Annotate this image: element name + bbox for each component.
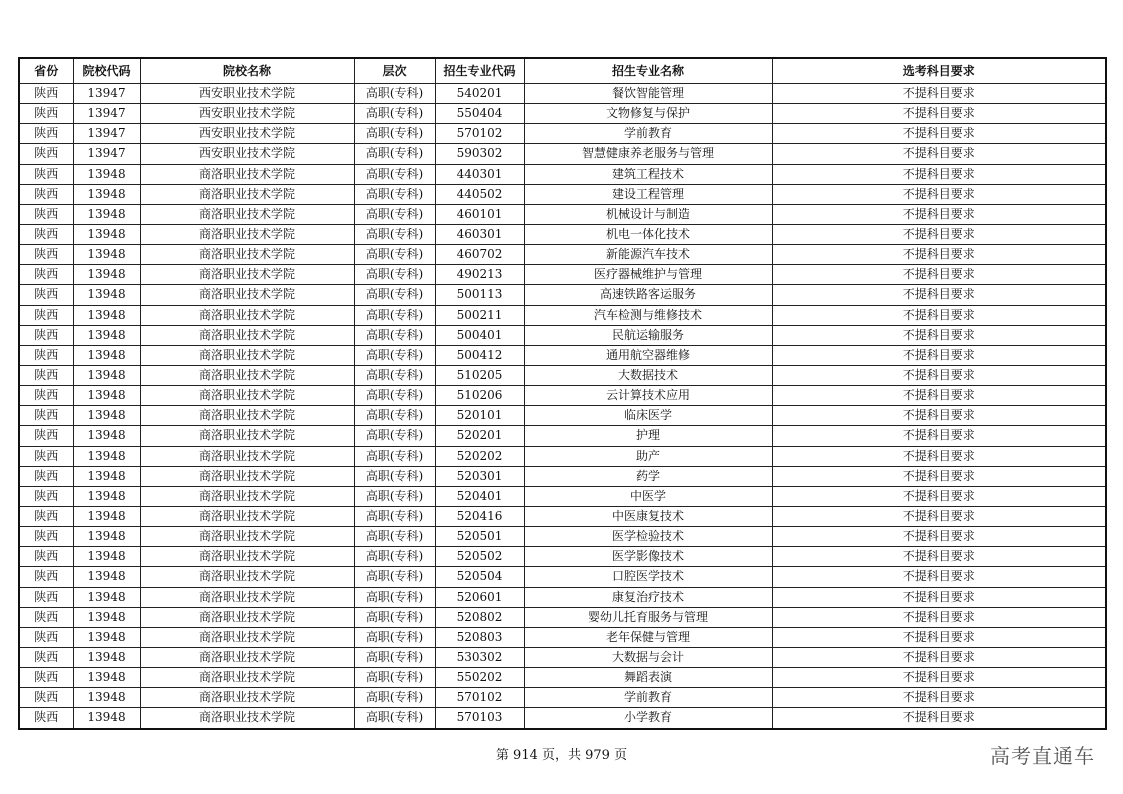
cell-school-code: 13948 [73,184,140,204]
cell-school-code: 13948 [73,506,140,526]
cell-school-name: 商洛职业技术学院 [140,647,354,667]
cell-school-code: 13948 [73,406,140,426]
cell-school-code: 13947 [73,104,140,124]
table-row [19,224,1106,244]
cell-school-name: 商洛职业技术学院 [140,386,354,406]
cell-school-code: 13948 [73,204,140,224]
table-row [19,345,1106,365]
table-row [19,265,1106,285]
cell-level: 高职(专科) [354,224,435,244]
table-row [19,144,1106,164]
cell-level: 高职(专科) [354,506,435,526]
cell-school-code: 13948 [73,607,140,627]
cell-major-name: 文物修复与保护 [524,104,772,124]
cell-province: 陕西 [19,446,73,466]
cell-school-name: 商洛职业技术学院 [140,285,354,305]
cell-subject-requirement: 不提科目要求 [772,184,1106,204]
cell-major-name: 建设工程管理 [524,184,772,204]
cell-subject-requirement: 不提科目要求 [772,627,1106,647]
cell-school-code: 13948 [73,345,140,365]
cell-school-code: 13948 [73,446,140,466]
cell-level: 高职(专科) [354,325,435,345]
header-subject-requirement: 选考科目要求 [772,58,1106,84]
cell-school-code: 13948 [73,668,140,688]
cell-major-name: 康复治疗技术 [524,587,772,607]
cell-level: 高职(专科) [354,265,435,285]
cell-school-name: 西安职业技术学院 [140,144,354,164]
cell-subject-requirement: 不提科目要求 [772,386,1106,406]
table-row [19,587,1106,607]
cell-school-name: 商洛职业技术学院 [140,224,354,244]
cell-subject-requirement: 不提科目要求 [772,305,1106,325]
cell-level: 高职(专科) [354,204,435,224]
cell-school-code: 13948 [73,265,140,285]
cell-subject-requirement: 不提科目要求 [772,506,1106,526]
cell-subject-requirement: 不提科目要求 [772,345,1106,365]
cell-major-code: 520803 [435,627,524,647]
table-body [19,84,1106,729]
watermark-logo: 高考直通车 [990,744,1095,768]
cell-major-name: 新能源汽车技术 [524,245,772,265]
table-row [19,426,1106,446]
cell-major-name: 药学 [524,466,772,486]
cell-school-code: 13948 [73,426,140,446]
cell-major-code: 570102 [435,124,524,144]
cell-province: 陕西 [19,84,73,104]
cell-subject-requirement: 不提科目要求 [772,84,1106,104]
cell-school-name: 商洛职业技术学院 [140,506,354,526]
cell-province: 陕西 [19,647,73,667]
cell-school-name: 商洛职业技术学院 [140,466,354,486]
cell-school-name: 西安职业技术学院 [140,84,354,104]
cell-province: 陕西 [19,527,73,547]
cell-school-code: 13948 [73,708,140,729]
cell-school-name: 商洛职业技术学院 [140,527,354,547]
cell-major-code: 520202 [435,446,524,466]
cell-school-code: 13947 [73,124,140,144]
cell-subject-requirement: 不提科目要求 [772,567,1106,587]
cell-province: 陕西 [19,265,73,285]
cell-school-code: 13948 [73,245,140,265]
cell-major-code: 570103 [435,708,524,729]
cell-province: 陕西 [19,607,73,627]
cell-level: 高职(专科) [354,466,435,486]
cell-school-code: 13948 [73,325,140,345]
cell-major-name: 舞蹈表演 [524,668,772,688]
cell-level: 高职(专科) [354,708,435,729]
cell-major-name: 中医康复技术 [524,506,772,526]
cell-major-name: 医学影像技术 [524,547,772,567]
cell-level: 高职(专科) [354,567,435,587]
cell-school-name: 商洛职业技术学院 [140,365,354,385]
cell-province: 陕西 [19,144,73,164]
cell-school-code: 13948 [73,627,140,647]
cell-school-name: 商洛职业技术学院 [140,567,354,587]
cell-major-name: 民航运输服务 [524,325,772,345]
cell-school-name: 商洛职业技术学院 [140,184,354,204]
cell-major-code: 540201 [435,84,524,104]
cell-level: 高职(专科) [354,527,435,547]
table-row [19,708,1106,729]
cell-major-code: 500412 [435,345,524,365]
cell-school-name: 商洛职业技术学院 [140,345,354,365]
cell-school-code: 13947 [73,144,140,164]
cell-province: 陕西 [19,627,73,647]
cell-major-code: 590302 [435,144,524,164]
cell-province: 陕西 [19,668,73,688]
table-row [19,104,1106,124]
cell-province: 陕西 [19,245,73,265]
cell-level: 高职(专科) [354,688,435,708]
cell-school-code: 13948 [73,164,140,184]
cell-level: 高职(专科) [354,647,435,667]
cell-school-name: 商洛职业技术学院 [140,627,354,647]
cell-level: 高职(专科) [354,426,435,446]
cell-major-name: 大数据技术 [524,365,772,385]
cell-major-name: 汽车检测与维修技术 [524,305,772,325]
cell-major-code: 500211 [435,305,524,325]
cell-major-name: 医疗器械维护与管理 [524,265,772,285]
cell-level: 高职(专科) [354,627,435,647]
cell-school-code: 13947 [73,84,140,104]
cell-school-name: 商洛职业技术学院 [140,164,354,184]
cell-school-code: 13948 [73,587,140,607]
cell-level: 高职(专科) [354,124,435,144]
cell-major-name: 中医学 [524,486,772,506]
cell-school-code: 13948 [73,527,140,547]
cell-subject-requirement: 不提科目要求 [772,607,1106,627]
cell-subject-requirement: 不提科目要求 [772,325,1106,345]
page-number: 第 914 页，共 979 页 [495,748,628,763]
table-row [19,245,1106,265]
cell-major-name: 学前教育 [524,688,772,708]
cell-major-name: 助产 [524,446,772,466]
cell-province: 陕西 [19,204,73,224]
cell-school-name: 西安职业技术学院 [140,104,354,124]
cell-province: 陕西 [19,708,73,729]
cell-province: 陕西 [19,466,73,486]
table-row [19,325,1106,345]
cell-major-name: 医学检验技术 [524,527,772,547]
table-row [19,688,1106,708]
cell-major-code: 490213 [435,265,524,285]
cell-school-code: 13948 [73,386,140,406]
table-row [19,668,1106,688]
cell-level: 高职(专科) [354,285,435,305]
cell-major-code: 460702 [435,245,524,265]
cell-major-name: 机械设计与制造 [524,204,772,224]
cell-level: 高职(专科) [354,607,435,627]
cell-major-name: 护理 [524,426,772,446]
table-row [19,466,1106,486]
cell-major-code: 520504 [435,567,524,587]
cell-major-code: 550404 [435,104,524,124]
cell-province: 陕西 [19,345,73,365]
cell-school-code: 13948 [73,688,140,708]
table-row [19,305,1106,325]
cell-level: 高职(专科) [354,587,435,607]
table-row [19,406,1106,426]
cell-school-name: 商洛职业技术学院 [140,325,354,345]
cell-level: 高职(专科) [354,84,435,104]
cell-school-name: 商洛职业技术学院 [140,426,354,446]
header-major-name: 招生专业名称 [524,58,772,84]
cell-major-name: 机电一体化技术 [524,224,772,244]
cell-major-name: 餐饮智能管理 [524,84,772,104]
cell-province: 陕西 [19,486,73,506]
cell-major-code: 520601 [435,587,524,607]
table-row [19,607,1106,627]
cell-major-code: 550202 [435,668,524,688]
cell-subject-requirement: 不提科目要求 [772,285,1106,305]
cell-school-code: 13948 [73,224,140,244]
cell-province: 陕西 [19,124,73,144]
cell-province: 陕西 [19,587,73,607]
admissions-table [18,57,1107,730]
cell-school-name: 商洛职业技术学院 [140,406,354,426]
cell-major-code: 440502 [435,184,524,204]
table-row [19,446,1106,466]
cell-major-code: 440301 [435,164,524,184]
cell-level: 高职(专科) [354,406,435,426]
cell-province: 陕西 [19,325,73,345]
cell-subject-requirement: 不提科目要求 [772,245,1106,265]
cell-major-code: 500113 [435,285,524,305]
cell-level: 高职(专科) [354,365,435,385]
cell-school-name: 西安职业技术学院 [140,124,354,144]
cell-level: 高职(专科) [354,668,435,688]
cell-level: 高职(专科) [354,164,435,184]
cell-school-code: 13948 [73,305,140,325]
cell-major-name: 小学教育 [524,708,772,729]
cell-major-code: 500401 [435,325,524,345]
cell-major-code: 460301 [435,224,524,244]
cell-school-name: 商洛职业技术学院 [140,708,354,729]
cell-school-code: 13948 [73,466,140,486]
cell-level: 高职(专科) [354,184,435,204]
cell-subject-requirement: 不提科目要求 [772,426,1106,446]
cell-level: 高职(专科) [354,305,435,325]
table-row [19,506,1106,526]
table-row [19,567,1106,587]
cell-subject-requirement: 不提科目要求 [772,164,1106,184]
header-province: 省份 [19,58,73,84]
cell-subject-requirement: 不提科目要求 [772,688,1106,708]
cell-subject-requirement: 不提科目要求 [772,486,1106,506]
table-row [19,627,1106,647]
cell-school-code: 13948 [73,285,140,305]
cell-subject-requirement: 不提科目要求 [772,265,1106,285]
cell-province: 陕西 [19,426,73,446]
cell-province: 陕西 [19,224,73,244]
cell-province: 陕西 [19,386,73,406]
cell-school-name: 商洛职业技术学院 [140,486,354,506]
cell-school-name: 商洛职业技术学院 [140,607,354,627]
cell-major-code: 510206 [435,386,524,406]
cell-major-code: 520301 [435,466,524,486]
cell-school-name: 商洛职业技术学院 [140,547,354,567]
header-school-name: 院校名称 [140,58,354,84]
cell-major-name: 老年保健与管理 [524,627,772,647]
cell-school-code: 13948 [73,365,140,385]
cell-major-name: 建筑工程技术 [524,164,772,184]
table-row [19,124,1106,144]
cell-province: 陕西 [19,547,73,567]
cell-major-code: 520501 [435,527,524,547]
cell-school-name: 商洛职业技术学院 [140,204,354,224]
cell-major-code: 520416 [435,506,524,526]
cell-major-name: 云计算技术应用 [524,386,772,406]
cell-province: 陕西 [19,688,73,708]
table-row [19,184,1106,204]
cell-major-code: 510205 [435,365,524,385]
cell-school-name: 商洛职业技术学院 [140,265,354,285]
cell-subject-requirement: 不提科目要求 [772,124,1106,144]
cell-subject-requirement: 不提科目要求 [772,446,1106,466]
cell-school-code: 13948 [73,547,140,567]
cell-subject-requirement: 不提科目要求 [772,104,1106,124]
cell-subject-requirement: 不提科目要求 [772,365,1106,385]
cell-major-code: 520101 [435,406,524,426]
table-row [19,527,1106,547]
cell-level: 高职(专科) [354,386,435,406]
cell-school-name: 商洛职业技术学院 [140,305,354,325]
cell-level: 高职(专科) [354,486,435,506]
cell-major-name: 临床医学 [524,406,772,426]
cell-major-name: 口腔医学技术 [524,567,772,587]
table-row [19,84,1106,104]
cell-major-name: 学前教育 [524,124,772,144]
cell-level: 高职(专科) [354,144,435,164]
table-row [19,204,1106,224]
cell-province: 陕西 [19,567,73,587]
cell-major-code: 520802 [435,607,524,627]
cell-subject-requirement: 不提科目要求 [772,204,1106,224]
table-row [19,386,1106,406]
cell-school-name: 商洛职业技术学院 [140,446,354,466]
cell-school-code: 13948 [73,567,140,587]
cell-major-name: 通用航空器维修 [524,345,772,365]
cell-province: 陕西 [19,406,73,426]
cell-subject-requirement: 不提科目要求 [772,668,1106,688]
cell-province: 陕西 [19,285,73,305]
cell-province: 陕西 [19,305,73,325]
cell-major-code: 520401 [435,486,524,506]
cell-level: 高职(专科) [354,245,435,265]
cell-province: 陕西 [19,104,73,124]
cell-subject-requirement: 不提科目要求 [772,466,1106,486]
cell-level: 高职(专科) [354,104,435,124]
cell-school-code: 13948 [73,647,140,667]
cell-school-code: 13948 [73,486,140,506]
cell-province: 陕西 [19,506,73,526]
cell-subject-requirement: 不提科目要求 [772,527,1106,547]
cell-province: 陕西 [19,164,73,184]
table-row [19,547,1106,567]
cell-school-name: 商洛职业技术学院 [140,587,354,607]
cell-major-code: 520502 [435,547,524,567]
cell-major-name: 智慧健康养老服务与管理 [524,144,772,164]
cell-subject-requirement: 不提科目要求 [772,647,1106,667]
cell-province: 陕西 [19,184,73,204]
table-row [19,285,1106,305]
cell-subject-requirement: 不提科目要求 [772,547,1106,567]
table-row [19,647,1106,667]
cell-major-code: 530302 [435,647,524,667]
cell-major-name: 大数据与会计 [524,647,772,667]
table-row [19,164,1106,184]
cell-school-name: 商洛职业技术学院 [140,688,354,708]
cell-subject-requirement: 不提科目要求 [772,144,1106,164]
cell-major-name: 婴幼儿托育服务与管理 [524,607,772,627]
cell-school-name: 商洛职业技术学院 [140,668,354,688]
table-row [19,486,1106,506]
cell-subject-requirement: 不提科目要求 [772,224,1106,244]
cell-major-name: 高速铁路客运服务 [524,285,772,305]
cell-major-code: 520201 [435,426,524,446]
cell-level: 高职(专科) [354,446,435,466]
cell-major-code: 460101 [435,204,524,224]
cell-subject-requirement: 不提科目要求 [772,587,1106,607]
header-major-code: 招生专业代码 [435,58,524,84]
header-school-code: 院校代码 [73,58,140,84]
cell-major-code: 570102 [435,688,524,708]
table-row [19,365,1106,385]
table-header-row [19,58,1106,84]
cell-level: 高职(专科) [354,547,435,567]
cell-subject-requirement: 不提科目要求 [772,406,1106,426]
cell-subject-requirement: 不提科目要求 [772,708,1106,729]
header-level: 层次 [354,58,435,84]
cell-province: 陕西 [19,365,73,385]
cell-level: 高职(专科) [354,345,435,365]
cell-school-name: 商洛职业技术学院 [140,245,354,265]
